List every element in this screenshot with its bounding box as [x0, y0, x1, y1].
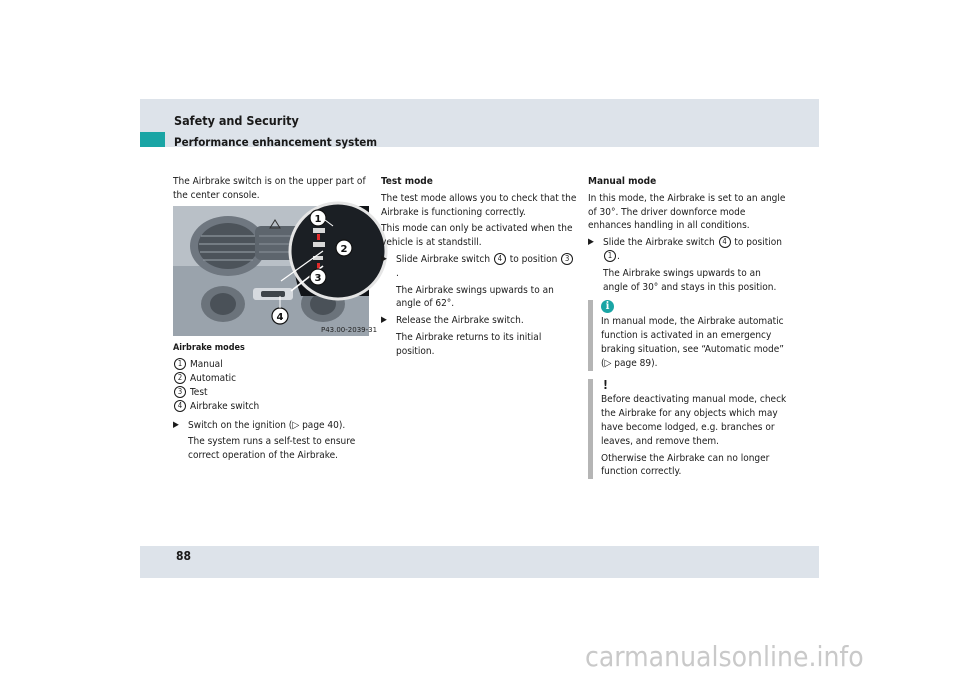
warning-icon: !: [603, 377, 608, 392]
test-mode-p1: The test mode allows you to check that the Airbrake is functioning correctly.: [381, 192, 577, 218]
info-icon: i: [601, 300, 614, 313]
airbrake-console-photo: [173, 206, 378, 336]
callout-2: 2: [340, 243, 348, 255]
column-2: [381, 175, 577, 362]
callout-1: 1: [314, 213, 322, 225]
section-title: Safety and Security: [174, 113, 299, 128]
legend-item: 2 Automatic: [173, 372, 369, 386]
image-caption: Airbrake modes: [173, 342, 245, 353]
note-bar: [588, 300, 593, 370]
note-bar: [588, 379, 593, 480]
instruction-result: The Airbrake swings upwards to an angle of 62°.: [396, 284, 554, 310]
warning-note: [588, 379, 788, 480]
instruction-result: The Airbrake swings upwards to an angle of 30° and stays in this position.: [603, 267, 777, 293]
legend-item: 1 Manual: [173, 358, 369, 372]
legend-list: [173, 358, 369, 413]
manual-mode-p1: In this mode, the Airbrake is set to an angle of 30°. The driver downforce mode enhances handling in all conditions.: [588, 192, 786, 232]
column-1: [173, 175, 378, 466]
instruction-step: ▶ Slide Airbrake switch 4 to position 3.: [381, 253, 577, 281]
arrow-right-icon: ▶: [173, 419, 179, 430]
page-ref-link[interactable]: page 40: [302, 419, 339, 431]
legend-item: 4 Airbrake switch: [173, 400, 369, 414]
callout-3: 3: [314, 272, 322, 284]
page-ref-link[interactable]: page 89: [614, 357, 652, 369]
manual-mode-heading: Manual mode: [588, 176, 657, 187]
legend-item: 3 Test: [173, 386, 369, 400]
page-ref-arrow-icon: ▷: [604, 357, 612, 369]
warning-p2: Otherwise the Airbrake can no longer function correctly.: [601, 452, 770, 478]
page-number: 88: [175, 549, 191, 563]
section-tab-marker: [140, 132, 165, 147]
instruction-step: ▶ Slide the Airbrake switch 4 to position 1 .: [588, 237, 782, 262]
arrow-right-icon: ▶: [381, 253, 387, 264]
arrow-right-icon: ▶: [588, 237, 594, 248]
instruction-result: The Airbrake returns to its initial position.: [396, 331, 542, 357]
warning-p1: Before deactivating manual mode, check the Airbrake for any objects which may have become lodged, e.g. branches or leaves, and remove them.: [601, 394, 787, 447]
test-mode-p2: This mode can only be activated when the vehicle is at standstill.: [381, 223, 573, 249]
image-code: P43.00-2039-31: [321, 325, 378, 334]
intro-text: The Airbrake switch is on the upper part of the center console.: [173, 176, 366, 201]
instruction-step: ▶ Release the Airbrake switch.: [381, 315, 524, 327]
page-ref-arrow-icon: ▷: [292, 419, 300, 431]
instruction-result: The system runs a self-test to ensure correct operation of the Airbrake.: [188, 436, 356, 462]
footer-band: [140, 546, 819, 578]
info-note: i In manual mode, the Airbrake automatic function is activated in an emergency braking situation, see “Automatic mode” (▷ page 89).: [588, 300, 788, 370]
arrow-right-icon: ▶: [381, 315, 387, 326]
test-mode-heading: Test mode: [381, 176, 433, 187]
watermark: carmanualsonline.info: [585, 640, 864, 673]
instruction-step: ▶ Switch on the ignition (▷ page 40).: [173, 419, 346, 431]
section-subtitle: Performance enhancement system: [174, 135, 378, 149]
callout-4: 4: [276, 311, 284, 323]
column-3: [588, 175, 788, 487]
